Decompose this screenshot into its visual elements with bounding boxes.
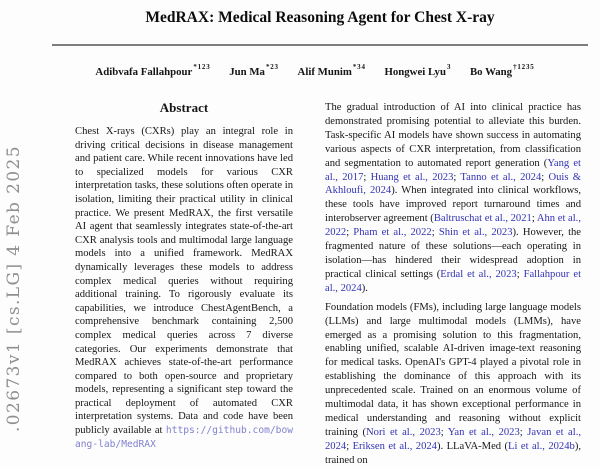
citation-link[interactable]: Eriksen et al., 2024 [352,440,437,452]
author-affiliation-marks: 3 [446,63,452,71]
citation-link[interactable]: Huang et al., 2023 [370,171,454,183]
author [469,63,535,78]
citation-link[interactable]: Ouis & Akhloufi, 2024 [325,171,581,197]
author [384,63,452,78]
citation-link[interactable]: Tanno et al., 2024 [460,171,542,183]
author [229,63,279,78]
citation-link[interactable]: Ahn et al., 2022 [325,213,581,239]
arxiv-stamp: .02673v1 [cs.LG] 4 Feb 2025 [4,145,24,432]
citation-link[interactable]: Yang et al., 2017 [325,157,581,183]
author [297,63,366,78]
citation-link[interactable]: Shin et al., 2023 [438,227,513,239]
author-affiliation-marks: *123 [193,63,211,71]
paper-title: MedRAX: Medical Reasoning Agent for Chest X-ray [145,9,495,26]
abstract-heading: Abstract [159,100,209,115]
github-link[interactable]: https://github.com/bowang-lab/MedRAX [75,425,293,450]
author-affiliation-marks: *23 [265,63,279,71]
citation-link[interactable]: Fallahpour et al., 2024 [325,268,582,294]
author-name: Bo Wang [469,65,513,78]
citation-link[interactable]: Pham et al., 2022 [353,227,432,239]
author-affiliation-marks: †1235 [513,63,535,71]
author-name: Alif Munim [297,65,352,78]
intro-paragraph-1: The gradual introduction of AI into clinical practice has demonstrated promising potential to alleviate this burden. Task-specific AI models have shown success in automating various aspects of CXR interpretation, from classification and segmentation to automated report generation (Yang et al., 2017; Huang et al., 2023; Tanno et al., 2024; Ouis & Akhloufi, 2024). When integrated into clinical workflows, these tools have improved report turnaround times and interobserver agreement (Baltruschat et al., 2021; Ahn et al., 2022; Pham et al., 2022; Shin et al., 2023). However, the fragmented nature of these solutions—each operating in isolation—has hindered their widespread adoption in practical clinical settings (Erdal et al., 2023; Fallahpour et al., 2024). [325,102,582,294]
title-rule [52,44,588,46]
author [95,63,211,78]
citation-link[interactable]: Baltruschat et al., 2021 [433,213,532,225]
citation-link[interactable]: Yan et al., 2023 [447,426,520,438]
right-column [325,101,581,468]
author-name: Jun Ma [229,65,265,78]
left-column [75,100,293,451]
author-affiliation-marks: *34 [352,63,366,71]
author-name: Hongwei Lyu [384,65,446,78]
author-name: Adibvafa Fallahpour [95,65,193,78]
authors-line [32,64,598,78]
abstract-text: Chest X-rays (CXRs) play an integral role in driving critical decisions in disease management and patient care. While recent innovations have led to specialized models for various CXR interpretation tasks, these solutions often operate in isolation, limiting their practical utility in clinical practice. We present MedRAX, the first versatile AI agent that seamlessly integrates state-of-the-art CXR analysis tools and multimodal large language models into a unified framework. MedRAX dynamically leverages these models to address complex medical queries without requiring additional training. To rigorously evaluate its capabilities, we introduce ChestAgentBench, a comprehensive benchmark containing 2,500 complex medical queries across 7 diverse categories. Our experiments demonstrate that MedRAX achieves state-of-the-art performance compared to both open-source and proprietary models, representing a significant step toward the practical deployment of automated CXR interpretation systems. Data and code have been publicly available at https://github.com/bowang-lab/MedRAX [75,126,293,450]
citation-link[interactable]: Nori et al., 2023 [366,426,441,438]
intro-paragraph-2: Foundation models (FMs), including large language models (LLMs) and large multimodal models (LMMs), have emerged as a promising solution to this fragmentation, enabling unified, scalable AI-driven image-text reasoning for medical tasks. OpenAI's GPT-4 played a pivotal role in establishing the dominance of this approach with its unprecedented scale. Trained on an enormous volume of multimodal data, it has shown exceptional performance in medical understanding and reasoning without explicit training (Nori et al., 2023; Yan et al., 2023; Javan et al., 2024; Eriksen et al., 2024). LLaVA-Med (Li et al., 2024b), trained on [325,301,581,466]
citation-link[interactable]: Javan et al., 2024 [325,426,581,452]
citation-link[interactable]: Li et al., 2024b [508,440,575,452]
citation-link[interactable]: Erdal et al., 2023 [440,268,517,280]
